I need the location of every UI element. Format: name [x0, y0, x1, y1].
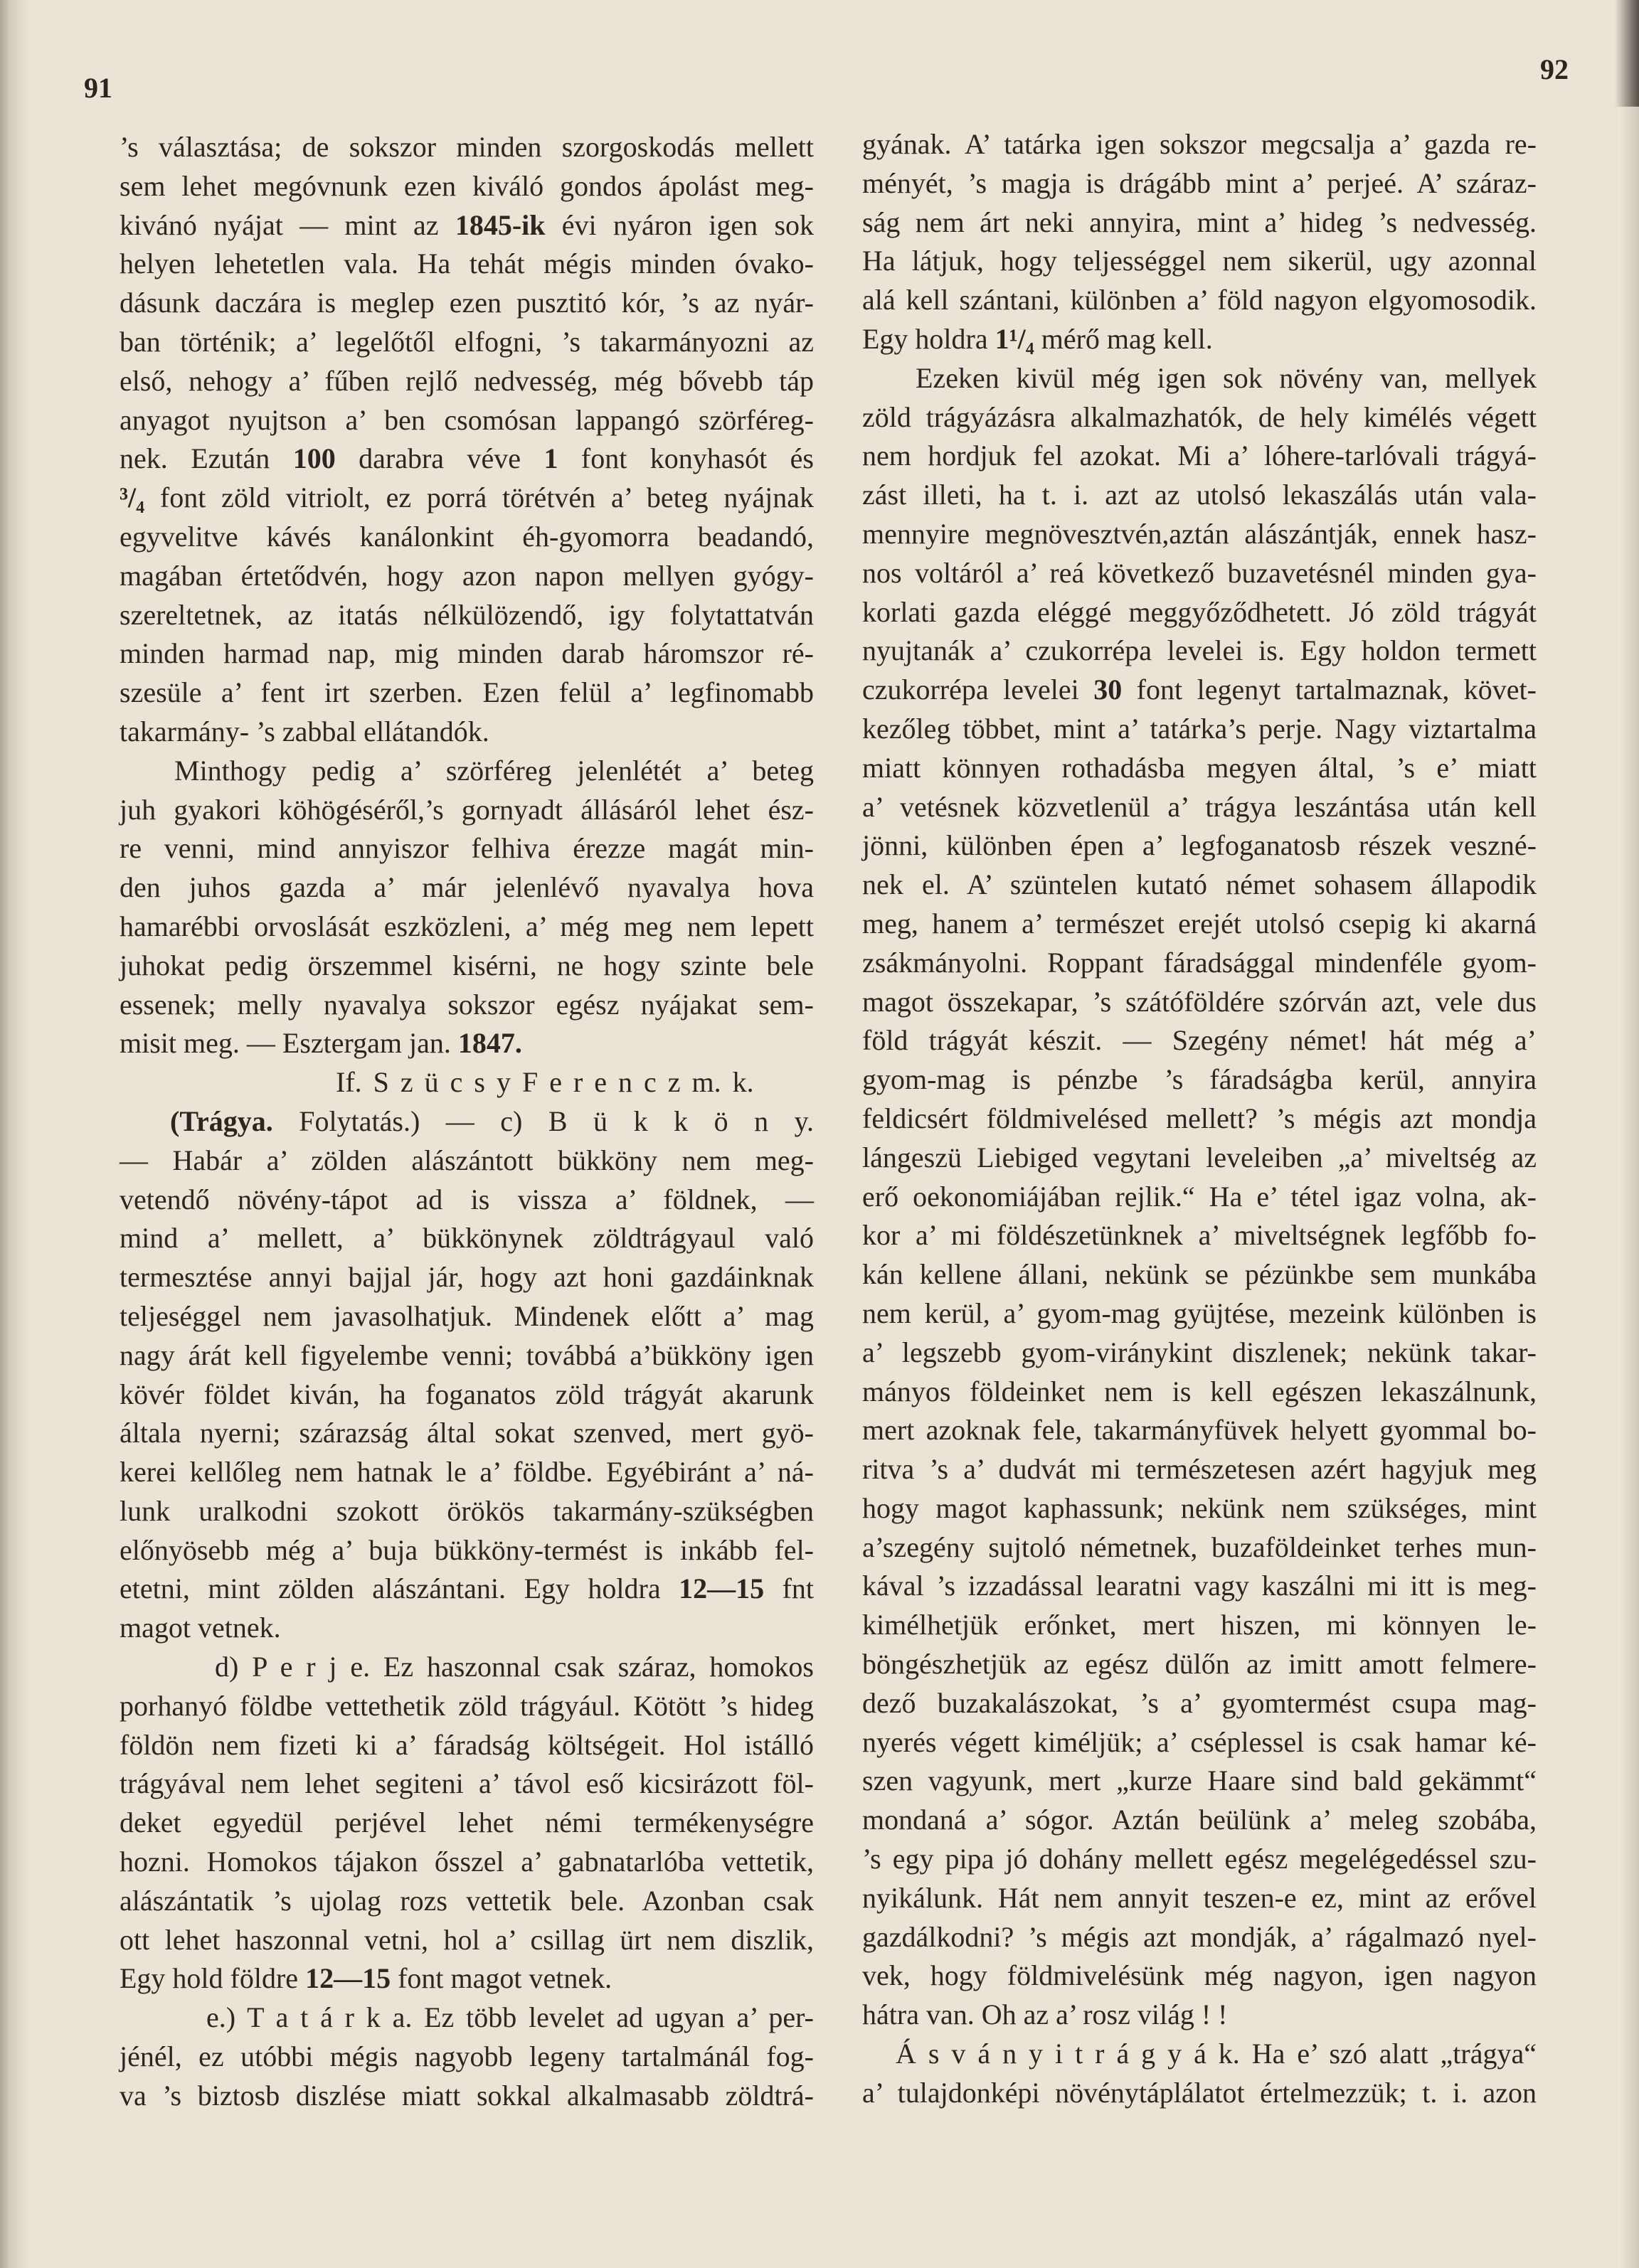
bold-text-run: 12—15: [679, 1572, 765, 1605]
paragraph: [120, 752, 814, 1063]
bold-text-run: 12—15: [305, 1962, 391, 1995]
text-line: zsákmányolni. Roppant fáradsággal mindenféle gyom-: [862, 946, 1537, 979]
text-line: deket egyedül perjével lehet némi termékenységre: [120, 1806, 814, 1839]
text-line: termesztése annyi bajjal jár, hogy azt honi gazdáinknak: [120, 1261, 814, 1294]
text-line: kán kellene állani, nekünk se pézünkbe sem munkába: [862, 1258, 1537, 1291]
text-run: Folytatás.) — c) B ü k k ö n y.: [272, 1104, 814, 1137]
text-line: porhanyó földbe vettethetik zöld trágyául. Kötött ’s hideg: [120, 1689, 814, 1722]
text-line: [120, 479, 814, 518]
text-line: vek, hogy földmivelésünk még nagyon, igen nagyon: [862, 1959, 1537, 1992]
text-line: teljeséggel nem javasolhatjuk. Mindenek előtt a’ mag: [120, 1299, 814, 1332]
paragraph: [120, 1998, 814, 2115]
paragraph: [862, 2035, 1537, 2113]
text-line: va ’s biztosb diszlése miatt sokkal alkalmasabb zöldtrá-: [120, 2079, 814, 2112]
text-line: ritva ’s a’ dudvát mi természetesen azért hagyjuk meg: [862, 1453, 1537, 1486]
text-line: vetendő növény-tápot ad is vissza a’ földnek, —: [120, 1183, 814, 1215]
bold-text-run: 1¹/₄: [994, 322, 1034, 355]
text-line: gyának. A’ tatárka igen sokszor megcsalja a’ gazda re-: [862, 128, 1537, 160]
text-run: font magot vetnek.: [391, 1962, 612, 1995]
text-line: lángeszü Liebiged vegytani leveleiben „a’ miveltség az: [862, 1141, 1537, 1173]
text-line: nos voltáról a’ reá következő buzavetésnél minden gya-: [862, 556, 1537, 589]
text-line: hátra van. Oh az a’ rosz világ ! !: [862, 1998, 1228, 2031]
text-line: dező buzakalászokat, ’s a’ gyomtermést csupa mag-: [862, 1686, 1537, 1719]
text-run: misit meg. — Esztergam jan.: [120, 1027, 458, 1060]
text-line: d) P e r j e. Ez haszonnal csak száraz, homokos: [215, 1651, 814, 1683]
bold-text-run: 1: [543, 442, 558, 475]
text-line: nem hordjuk fel azokat. Mi a’ lóhere-tarlóvali trágyá-: [862, 440, 1537, 472]
text-run: Egy hold földre: [120, 1962, 306, 1995]
text-run: font zöld vitriolt, ez porrá törétvén a’ beteg nyájnak: [144, 481, 814, 514]
text-line: [120, 440, 814, 479]
text-line: helyen lehetetlen vala. Ha tehát mégis minden óvako-: [120, 247, 814, 280]
text-line: ményét, ’s magja is drágább mint a’ perjeé. A’ száraz-: [862, 166, 1537, 199]
text-line: den juhos gazda a’ már jelenlévő nyavalya hova: [120, 871, 814, 904]
text-line: [120, 1570, 814, 1609]
text-run: czukorrépa levelei: [862, 674, 1094, 706]
text-line: jönni, különben épen a’ legfoganatosb részek veszné-: [862, 829, 1537, 862]
text-line: ság nem árt neki annyira, mint a’ hideg ’s nedvesség.: [862, 206, 1537, 238]
text-line: nyujtanák a’ czukorrépa levelei is. Egy holdon termett: [862, 634, 1537, 667]
text-run: font legenyt tartalmaznak, követ-: [1122, 674, 1537, 706]
text-line: hamarébbi orvoslását eszközleni, a’ még meg nem lepett: [120, 910, 814, 942]
text-run: darabra véve: [335, 442, 544, 475]
text-line: alászántatik ’s ujolag rozs vettetik bele. Azonban csak: [120, 1884, 814, 1917]
text-line: [862, 320, 1537, 359]
text-line: trágyával nem lehet segiteni a’ távol eső kicsirázott föl-: [120, 1767, 814, 1800]
text-line: egyvelitve kávés kanálonkint éh-gyomorra beadandó,: [120, 520, 814, 553]
text-line: ’s választása; de sokszor minden szorgoskodás mellett: [120, 131, 814, 163]
right-column: [862, 125, 1537, 2113]
text-line: nagy árát kell figyelembe venni; továbbá a’bükköny igen: [120, 1338, 814, 1371]
bold-text-run: 100: [292, 442, 336, 475]
text-line: kerei kellőleg nem hatnak le a’ földbe. Egyébiránt a’ ná-: [120, 1456, 814, 1489]
paragraph: [862, 125, 1537, 359]
text-line: kimélhetjük erőnket, mert hiszen, mi könnyen le-: [862, 1609, 1537, 1641]
left-column: [120, 128, 814, 2116]
text-line: föld trágyát készit. — Szegény német! hát még a’: [862, 1024, 1537, 1057]
text-line: gazdálkodni? ’s mégis azt mondják, a’ rágalmazó nyel-: [862, 1920, 1537, 1953]
paragraph: [120, 1063, 814, 1102]
paragraph: [120, 1648, 814, 1998]
text-line: magot vetnek.: [120, 1612, 281, 1644]
bold-text-run: 1845-ik: [455, 208, 546, 241]
text-line: nyerés végett kiméljük; a’ cséplessel is csak hamar ké-: [862, 1725, 1537, 1758]
text-line: korlati gazda eléggé meggyőződhetett. Jó zöld trágyát: [862, 595, 1537, 628]
text-line: a’szegény sujtoló németnek, buzaföldeinket terhes mun-: [862, 1530, 1537, 1563]
text-line: essenek; melly nyavalya sokszor egész nyájakat sem-: [120, 988, 814, 1021]
text-run: fnt: [764, 1572, 815, 1605]
text-line: meg, hanem a’ természet erejét utolsó csepig ki akarná: [862, 907, 1537, 939]
text-line: szen vagyunk, mert „kurze Haare sind bald gekämmt“: [862, 1764, 1537, 1797]
text-line: szereltetnek, az itatás nélkülözendő, igy folytattatván: [120, 598, 814, 631]
text-line: If. S z ü c s y F e r e n c z m. k.: [336, 1066, 754, 1099]
text-line: [120, 206, 814, 245]
page-number-left: 91: [84, 72, 112, 104]
bold-text-run: (Trágya.: [170, 1104, 273, 1137]
text-line: dásunk daczára is meglep ezen pusztitó kór, ’s az nyár-: [120, 287, 814, 319]
text-run: nek. Ezután: [120, 442, 293, 475]
text-line: ott lehet haszonnal vetni, hol a’ csillag ürt nem diszlik,: [120, 1923, 814, 1956]
bold-text-run: ³/₄: [120, 481, 145, 514]
text-line: erő oekonomiájában rejlik.“ Ha e’ tétel igaz volna, ak-: [862, 1180, 1537, 1213]
text-run: etetni, mint zölden alászántani. Egy holdra: [120, 1572, 679, 1605]
text-line: kával ’s izzadással learatni vagy kaszálni mi itt is meg-: [862, 1570, 1537, 1602]
text-line: kövér földet kiván, ha foganatos zöld trágyát akarunk: [120, 1378, 814, 1410]
text-line: földön nem fizeti ki a’ fáradság költségeit. Hol istálló: [120, 1728, 814, 1761]
text-line: első, nehogy a’ fűben rejlő nedvesség, még bővebb táp: [120, 364, 814, 397]
text-line: lunk uralkodni szokott örökös takarmány-szükségben: [120, 1494, 814, 1527]
text-line: alá kell szántani, különben a’ föld nagyon elgyomosodik.: [862, 284, 1537, 316]
text-line: hozni. Homokos tájakon ősszel a’ gabnatarlóba vettetik,: [120, 1846, 814, 1878]
text-line: jénél, ez utóbbi mégis nagyobb legeny tartalmánál fog-: [120, 2040, 814, 2073]
text-line: nem kerül, a’ gyom-mag gyüjtése, mezeink különben is: [862, 1297, 1537, 1329]
text-line: előnyösebb még a’ buja bükköny-termést is inkább fel-: [120, 1533, 814, 1566]
text-line: [862, 671, 1537, 710]
text-line: mányos földeinket nem is kell egészen lekaszálnunk,: [862, 1375, 1537, 1407]
text-line: Ezeken kivül még igen sok növény van, mellyek: [916, 361, 1537, 394]
text-line: mind a’ mellett, a’ bükkönynek zöldtrágyaul való: [120, 1222, 814, 1255]
paragraph: [120, 1102, 814, 1648]
text-line: mondaná a’ sógor. Aztán beülünk a’ meleg szobába,: [862, 1804, 1537, 1836]
bold-text-run: 1847.: [457, 1027, 522, 1060]
text-line: juhokat pedig örszemmel kisérni, ne hogy szinte bele: [120, 949, 814, 981]
text-line: böngészhetjük az egész dülőn az imitt amott felmere-: [862, 1648, 1537, 1681]
text-line: magot összekapar, ’s szátóföldére szórván azt, vele dus: [862, 985, 1537, 1018]
bold-text-run: 30: [1093, 674, 1123, 706]
text-line: nek el. A’ szüntelen kutató német sohasem állapodik: [862, 868, 1537, 901]
text-line: e.) T a t á r k a. Ez több levelet ad ugyan a’ per-: [206, 2001, 814, 2034]
text-line: juh gyakori köhögéséről,’s gornyadt állásáról lehet ész-: [120, 793, 814, 826]
paragraph: [862, 359, 1537, 2035]
text-line: Minthogy pedig a’ szörféreg jelenlétét a’ beteg: [174, 754, 814, 787]
text-line: [120, 1959, 814, 1998]
text-line: — Habár a’ zölden alászántott bükköny nem meg-: [120, 1144, 814, 1176]
text-line: szesüle a’ fent irt szerben. Ezen felül a’ legfinomabb: [120, 676, 814, 709]
text-line: általa nyerni; szárazság által sokat szenved, mert gyö-: [120, 1417, 814, 1449]
text-line: takarmány- ’s zabbal ellátandók.: [120, 715, 489, 747]
text-line: nyikálunk. Hát nem annyit teszen-e ez, mint az erővel: [862, 1881, 1537, 1914]
text-line: a’ legszebb gyom-viránykint diszlenek; nekünk takar-: [862, 1336, 1537, 1368]
text-line: gyom-mag is pénzbe ’s fáradságba kerül, annyira: [862, 1063, 1537, 1096]
text-line: miatt könnyen rothadásba megyen által, ’s e’ miatt: [862, 751, 1537, 784]
text-run: évi nyáron igen sok: [545, 208, 815, 241]
page-number-right: 92: [1540, 53, 1569, 85]
text-line: a’ vetésnek közvetlenül a’ trágya leszántása után kell: [862, 790, 1537, 823]
paragraph: [120, 128, 814, 752]
text-line: kezőleg többet, mint a’ tatárka’s perje. Nagy viztartalma: [862, 712, 1537, 745]
text-run: mérő mag kell.: [1034, 322, 1213, 355]
text-line: zást illeti, ha t. i. azt az utolsó lekaszálás után vala-: [862, 479, 1537, 511]
text-line: mennyire megnövesztvén,aztán alászántják, ennek hasz-: [862, 517, 1537, 550]
text-line: zöld trágyázásra alkalmazhatók, de hely kimélés végett: [862, 400, 1537, 433]
text-line: [120, 1024, 814, 1063]
text-line: feldicsért földmivelésed mellett? ’s mégis azt mondja: [862, 1102, 1537, 1134]
text-line: Ha látjuk, hogy teljességgel nem sikerül, ugy azonnal: [862, 245, 1537, 277]
text-line: sem lehet megóvnunk ezen kiváló gondos ápolást meg-: [120, 169, 814, 202]
text-line: magában értetődvén, hogy azon napon mellyen gyógy-: [120, 559, 814, 592]
text-line: ’s egy pipa jó dohány mellett egész megelégedéssel szu-: [862, 1843, 1537, 1875]
text-line: a’ tulajdonképi növénytáplálatot értelmezzük; t. i. azon: [862, 2076, 1537, 2109]
text-run: kivánó nyájat — mint az: [120, 208, 455, 241]
text-line: [120, 1102, 814, 1141]
text-line: Á s v á n y i t r á g y á k. Ha e’ szó alatt „trágya“: [896, 2038, 1537, 2070]
text-line: hogy magot kaphassunk; nekünk nem szükséges, mint: [862, 1491, 1537, 1524]
text-line: kor a’ mi földészetünknek a’ miveltségnek legfőbb fo-: [862, 1219, 1537, 1252]
text-line: re venni, mind annyiszor felhiva érezze magát min-: [120, 832, 814, 865]
text-line: mert azoknak fele, takarmányfüvek helyett gyommal bo-: [862, 1414, 1537, 1447]
text-run: Egy holdra: [862, 322, 995, 355]
text-line: minden harmad nap, mig minden darab háromszor ré-: [120, 637, 814, 670]
text-line: anyagot nyujtson a’ ben csomósan lappangó szörféreg-: [120, 403, 814, 436]
text-run: font konyhasót és: [558, 442, 814, 475]
text-line: ban történik; a’ legelőtől elfogni, ’s takarmányozni az: [120, 325, 814, 358]
